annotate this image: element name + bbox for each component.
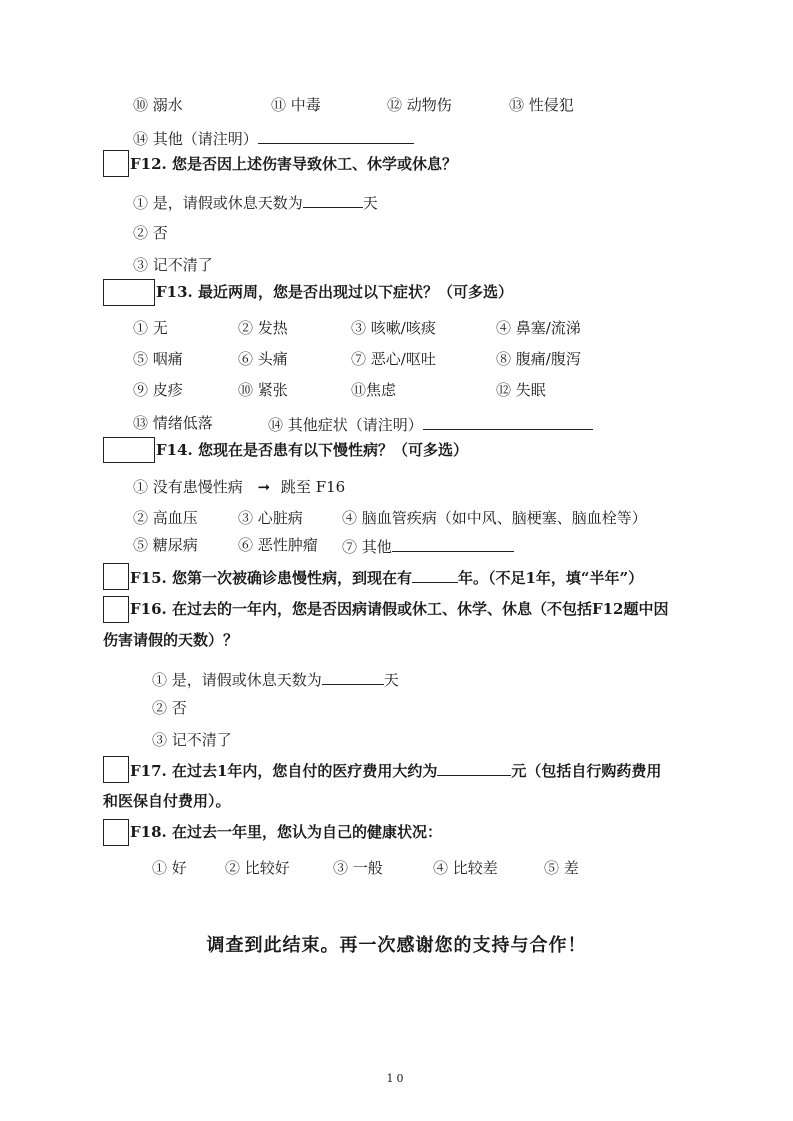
f16-question-line-2: 伤害请假的天数）？ [103,631,239,649]
f12-days-blank[interactable] [303,191,363,208]
f17-question-text: F17. 在过去1年内，您自付的医疗费用大约为 [130,762,438,780]
f18-answer-box[interactable] [103,819,129,846]
f14-option-5[interactable]: ⑤ 糖尿病 [133,536,198,554]
f12-question: F12. 您是否因上述伤害导致休工、休学或休息？ [130,155,457,173]
f13-question: F13. 最近两周，您是否出现过以下症状？（可多选） [156,283,513,301]
f16-question-line-1: F16. 在过去的一年内，您是否因病请假或休工、休学、休息（不包括F12题中因 [130,600,669,618]
f14-question: F14. 您现在是否患有以下慢性病？（可多选） [156,441,468,459]
f16-option-3[interactable]: ③ 记不清了 [152,731,232,749]
f11-option-14[interactable] [133,127,414,149]
f16-days-blank[interactable] [322,668,384,685]
f13-option-14-label: ⑭ 其他症状（请注明） [268,416,423,434]
arrow-right-icon: ➞ [257,478,271,496]
f14-option-1-label: ① 没有患慢性病 [133,478,243,496]
f14-option-1[interactable] [133,477,345,497]
f13-option-13[interactable]: ⑬ 情绪低落 [133,414,213,432]
f13-option-4[interactable]: ④ 鼻塞/流涕 [496,319,581,337]
f13-option-3[interactable]: ③ 咳嗽/咳痰 [351,319,436,337]
f18-question: F18. 在过去一年里，您认为自己的健康状况： [130,823,442,841]
f13-option-6[interactable]: ⑥ 头痛 [238,350,288,368]
f14-jump-instruction: 跳至 F16 [280,478,346,496]
f12-option-1-label: ① 是，请假或休息天数为 [133,194,303,212]
f18-option-3[interactable]: ③ 一般 [333,859,383,877]
f13-option-10[interactable]: ⑩ 紧张 [238,381,288,399]
f14-option-2[interactable]: ② 高血压 [133,509,198,527]
f14-option-7[interactable] [342,535,514,557]
f11-other-blank[interactable] [258,127,414,144]
f11-option-14-label: ⑭ 其他（请注明） [133,130,258,148]
f13-other-blank[interactable] [423,413,593,430]
f14-option-3[interactable]: ③ 心脏病 [238,509,303,527]
f12-option-3[interactable]: ③ 记不清了 [133,256,213,274]
f13-option-1[interactable]: ① 无 [133,319,168,337]
f15-answer-box[interactable] [103,563,129,590]
f17-answer-box[interactable] [103,756,129,783]
f14-other-blank[interactable] [392,535,514,552]
f18-option-2[interactable]: ② 比较好 [225,859,290,877]
f18-option-4[interactable]: ④ 比较差 [433,859,498,877]
f15-question-suffix: 年。（不足1年，填“半年”） [457,569,644,587]
f11-option-13[interactable]: ⑬ 性侵犯 [509,96,574,114]
f13-option-2[interactable]: ② 发热 [238,319,288,337]
f13-option-9[interactable]: ⑨ 皮疹 [133,381,183,399]
f13-option-5[interactable]: ⑤ 咽痛 [133,350,183,368]
f13-answer-box[interactable] [103,279,155,306]
f16-days-unit: 天 [383,671,399,689]
f14-answer-box[interactable] [103,437,155,463]
f13-option-14[interactable] [268,413,593,435]
f17-question-suffix: 元（包括自行购药费用 [511,762,662,780]
f13-option-7[interactable]: ⑦ 恶心/呕吐 [351,350,436,368]
f11-option-10[interactable]: ⑩ 溺水 [133,96,183,114]
f14-option-7-label: ⑦ 其他 [342,538,392,556]
f11-option-12[interactable]: ⑫ 动物伤 [387,96,452,114]
f14-option-4[interactable]: ④ 脑血管疾病（如中风、脑梗塞、脑血栓等） [342,509,647,527]
f17-question-line-1 [130,759,661,781]
closing-message: 调查到此结束。再一次感谢您的支持与合作！ [206,935,587,956]
f13-option-12[interactable]: ⑫ 失眠 [496,381,546,399]
f18-option-5[interactable]: ⑤ 差 [544,859,579,877]
page-number: 10 [386,1072,407,1085]
f15-question [130,566,643,588]
f16-option-1-label: ① 是，请假或休息天数为 [152,671,322,689]
f15-question-text: F15. 您第一次被确诊患慢性病，到现在有 [130,569,412,587]
f12-option-1[interactable] [133,191,378,213]
f16-option-1[interactable] [152,668,399,690]
f12-answer-box[interactable] [103,150,129,177]
f17-question-line-2: 和医保自付费用）。 [103,792,231,810]
f16-option-2[interactable]: ② 否 [152,699,187,717]
f12-days-unit: 天 [362,194,378,212]
f15-years-blank[interactable] [412,566,458,583]
f13-option-8[interactable]: ⑧ 腹痛/腹泻 [496,350,581,368]
f13-option-11[interactable]: ⑪焦虑 [351,381,397,399]
f14-option-6[interactable]: ⑥ 恶性肿瘤 [238,536,318,554]
f11-option-11[interactable]: ⑪ 中毒 [271,96,321,114]
f12-option-2[interactable]: ② 否 [133,224,168,242]
f16-answer-box[interactable] [103,596,129,623]
f17-cost-blank[interactable] [437,759,511,776]
f18-option-1[interactable]: ① 好 [152,859,187,877]
